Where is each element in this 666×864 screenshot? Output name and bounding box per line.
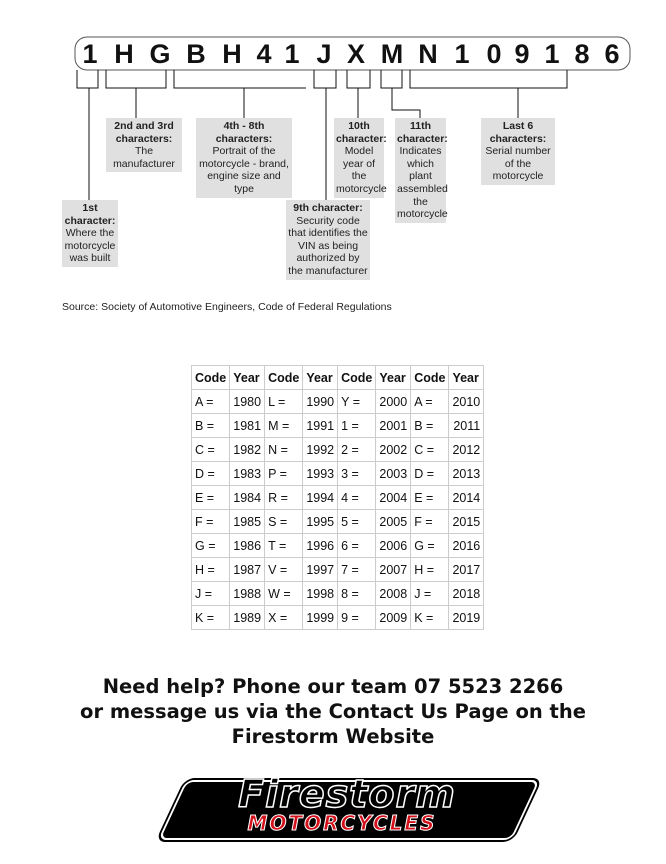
column-header: Year <box>303 366 338 390</box>
model-year-table <box>191 365 484 630</box>
vin-character: H <box>114 39 134 69</box>
code-cell: E = <box>411 486 449 510</box>
label-1st-character: 1st character: Where the motorcycle was built <box>62 200 118 267</box>
code-cell: K = <box>411 606 449 630</box>
vin-character: G <box>149 39 171 69</box>
label-10th-character: 10th character: Model year of the motorcycle <box>334 118 384 198</box>
year-cell: 1983 <box>230 462 265 486</box>
vin-character: 1 <box>544 39 560 69</box>
column-header: Code <box>338 366 376 390</box>
label-11th-character: 11th character: Indicates which plant assembled the motorcycle <box>395 118 446 223</box>
year-cell: 1988 <box>230 582 265 606</box>
code-cell: 2 = <box>338 438 376 462</box>
column-header: Code <box>265 366 303 390</box>
year-cell: 1982 <box>230 438 265 462</box>
year-cell: 2003 <box>376 462 411 486</box>
code-cell: B = <box>192 414 230 438</box>
code-cell: D = <box>411 462 449 486</box>
year-cell: 1994 <box>303 486 338 510</box>
code-cell: T = <box>265 534 303 558</box>
column-header: Code <box>192 366 230 390</box>
vin-character: 4 <box>256 39 272 69</box>
table-header-row <box>192 366 484 390</box>
table-row <box>192 390 484 414</box>
label-2nd-3rd-characters: 2nd and 3rd characters: The manufacturer <box>106 118 182 172</box>
year-cell: 1996 <box>303 534 338 558</box>
vin-character: N <box>418 39 438 69</box>
vin-character: 6 <box>604 39 620 69</box>
year-cell: 1984 <box>230 486 265 510</box>
year-cell: 1999 <box>303 606 338 630</box>
code-cell: 1 = <box>338 414 376 438</box>
year-cell: 1985 <box>230 510 265 534</box>
code-cell: V = <box>265 558 303 582</box>
code-cell: N = <box>265 438 303 462</box>
year-cell: 2004 <box>376 486 411 510</box>
year-cell: 2011 <box>449 414 484 438</box>
code-cell: J = <box>192 582 230 606</box>
code-cell: Y = <box>338 390 376 414</box>
table-row <box>192 414 484 438</box>
vin-character: 0 <box>486 39 502 69</box>
code-cell: D = <box>192 462 230 486</box>
vin-character: B <box>186 39 206 69</box>
year-cell: 2014 <box>449 486 484 510</box>
table-row <box>192 486 484 510</box>
vin-character: 8 <box>574 39 590 69</box>
vin-character: J <box>316 39 332 69</box>
year-cell: 2006 <box>376 534 411 558</box>
year-cell: 1990 <box>303 390 338 414</box>
year-cell: 2002 <box>376 438 411 462</box>
code-cell: J = <box>411 582 449 606</box>
code-cell: F = <box>411 510 449 534</box>
code-cell: 8 = <box>338 582 376 606</box>
table-row <box>192 438 484 462</box>
table-row <box>192 462 484 486</box>
code-cell: C = <box>411 438 449 462</box>
code-cell: 7 = <box>338 558 376 582</box>
code-cell: 3 = <box>338 462 376 486</box>
firestorm-logo <box>162 772 530 840</box>
year-cell: 2017 <box>449 558 484 582</box>
year-cell: 2015 <box>449 510 484 534</box>
vin-character: X <box>346 39 366 69</box>
code-cell: A = <box>192 390 230 414</box>
vin-character: M <box>380 39 404 69</box>
year-cell: 2008 <box>376 582 411 606</box>
year-cell: 1991 <box>303 414 338 438</box>
vin-character: 9 <box>514 39 530 69</box>
code-cell: M = <box>265 414 303 438</box>
year-cell: 1997 <box>303 558 338 582</box>
code-cell: A = <box>411 390 449 414</box>
year-cell: 2000 <box>376 390 411 414</box>
year-cell: 2010 <box>449 390 484 414</box>
year-cell: 2001 <box>376 414 411 438</box>
column-header: Code <box>411 366 449 390</box>
vin-character: H <box>222 39 242 69</box>
code-cell: F = <box>192 510 230 534</box>
code-cell: E = <box>192 486 230 510</box>
code-cell: C = <box>192 438 230 462</box>
label-9th-character: 9th character: Security code that identifies the VIN as being authorized by the manufacturer <box>286 200 370 280</box>
logo-firestorm-text: Firestorm <box>238 772 456 816</box>
year-cell: 1992 <box>303 438 338 462</box>
logo-motorcycles-text: MOTORCYCLES <box>247 811 437 835</box>
year-cell: 1986 <box>230 534 265 558</box>
year-cell: 1995 <box>303 510 338 534</box>
year-cell: 2005 <box>376 510 411 534</box>
vin-character: 1 <box>82 39 98 69</box>
year-cell: 1993 <box>303 462 338 486</box>
code-cell: 6 = <box>338 534 376 558</box>
year-cell: 1980 <box>230 390 265 414</box>
table-row <box>192 510 484 534</box>
year-cell: 2009 <box>376 606 411 630</box>
code-cell: H = <box>192 558 230 582</box>
source-note: Source: Society of Automotive Engineers, Code of Federal Regulations <box>62 301 392 313</box>
table-row <box>192 558 484 582</box>
year-cell: 2016 <box>449 534 484 558</box>
code-cell: 5 = <box>338 510 376 534</box>
code-cell: 9 = <box>338 606 376 630</box>
year-cell: 1987 <box>230 558 265 582</box>
year-cell: 2012 <box>449 438 484 462</box>
year-cell: 2019 <box>449 606 484 630</box>
code-cell: W = <box>265 582 303 606</box>
year-cell: 1998 <box>303 582 338 606</box>
column-header: Year <box>376 366 411 390</box>
year-cell: 2013 <box>449 462 484 486</box>
code-cell: R = <box>265 486 303 510</box>
help-message: Need help? Phone our team 07 5523 2266 or message us via the Contact Us Page on the Firestorm Website <box>80 675 586 748</box>
vin-character: 1 <box>284 39 300 69</box>
code-cell: L = <box>265 390 303 414</box>
column-header: Year <box>449 366 484 390</box>
label-last-6-characters: Last 6 characters: Serial number of the motorcycle <box>481 118 555 185</box>
table-row <box>192 582 484 606</box>
code-cell: G = <box>411 534 449 558</box>
label-4th-8th-characters: 4th - 8th characters: Portrait of the motorcycle - brand, engine size and type <box>196 118 292 198</box>
code-cell: P = <box>265 462 303 486</box>
code-cell: H = <box>411 558 449 582</box>
vin-character: 1 <box>454 39 470 69</box>
year-cell: 2007 <box>376 558 411 582</box>
code-cell: K = <box>192 606 230 630</box>
table-row <box>192 534 484 558</box>
table-row <box>192 606 484 630</box>
code-cell: B = <box>411 414 449 438</box>
code-cell: S = <box>265 510 303 534</box>
code-cell: G = <box>192 534 230 558</box>
year-cell: 1981 <box>230 414 265 438</box>
year-cell: 2018 <box>449 582 484 606</box>
code-cell: X = <box>265 606 303 630</box>
column-header: Year <box>230 366 265 390</box>
code-cell: 4 = <box>338 486 376 510</box>
year-cell: 1989 <box>230 606 265 630</box>
